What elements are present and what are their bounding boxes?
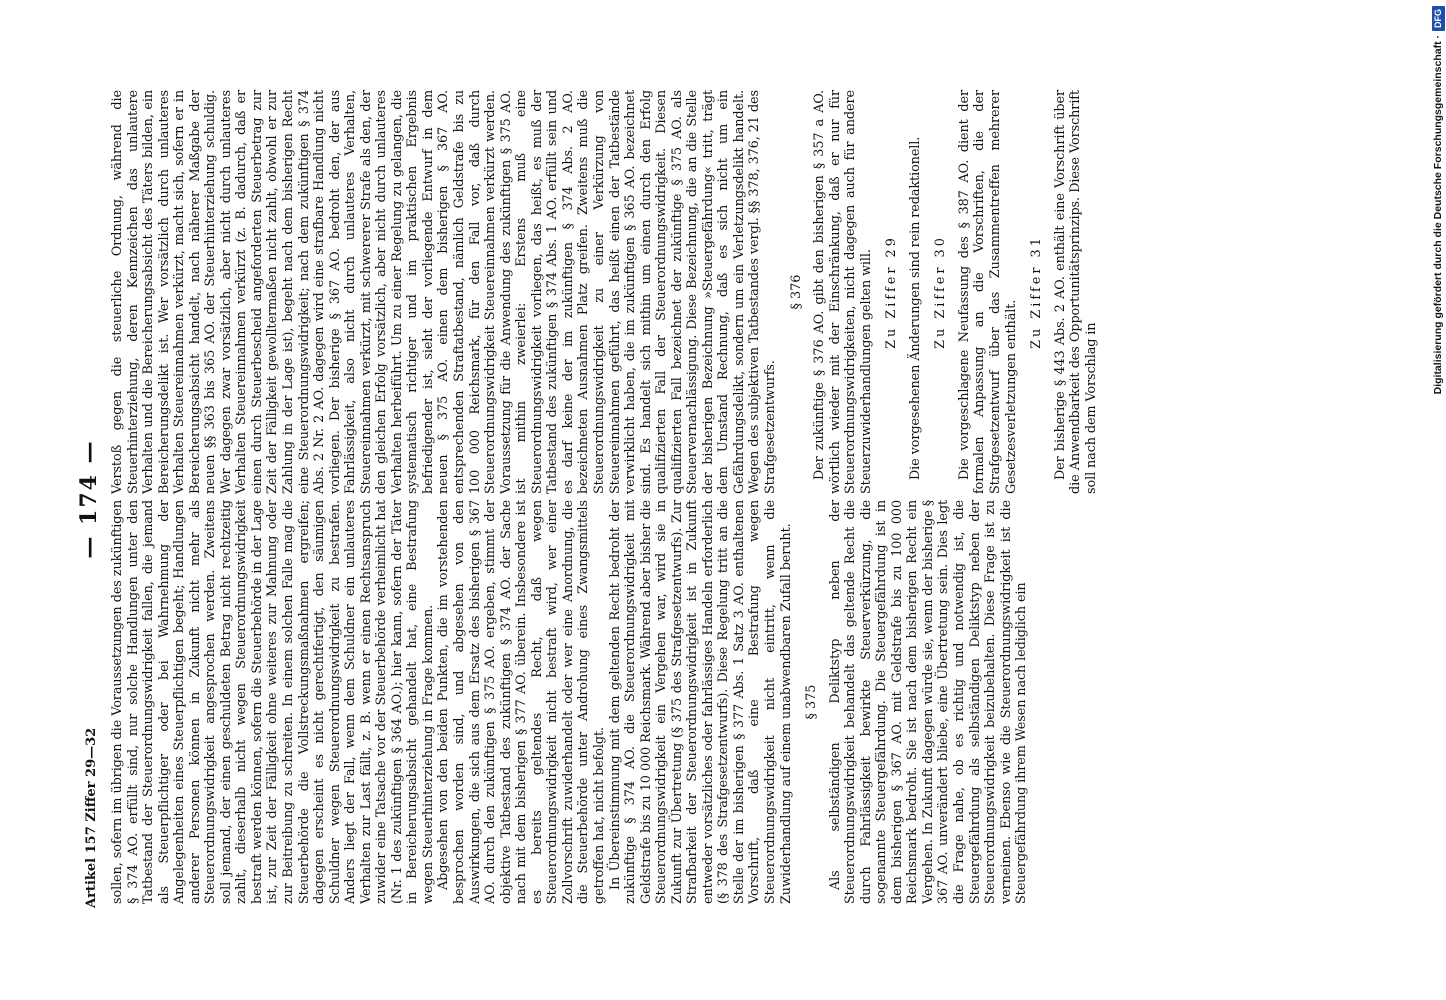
paragraph: In Übereinstimmung mit dem geltenden Recht bedroht der zukünftige § 374 AO. die Steuerordnungswidrigkeit mit Geldstrafe bis zu 10 000 Reichsmark. Während aber bisher die Steuerordnungswidrigkeit ein Vergehen war, wird sie in Zukunft zur Übertretung (§ 375 des Strafgesetzentwurfs). Zur Strafbarkeit der Steuerordnungswidrigkeit ist in Zukunft entweder vorsätzliches oder fahrlässiges Handeln erforderlich (§ 378 des Strafgesetzentwurfs). Diese Regelung tritt an die Stelle der im bisherigen § 377 Abs. 1 Satz 3 AO. enthaltenen Vorschrift, daß eine Bestrafung wegen Steuerordnungswidrigkeit nicht eintritt, wenn die Zuwiderhandlung auf einem unabwendbaren Zufall beruht. bbox=[607, 500, 794, 904]
section-heading: Zu Ziffer 31 bbox=[1029, 235, 1045, 349]
paragraph: Die vorgeschlagene Neufassung des § 387 AO. dient der formalen Anpassung an die Vorschriften, die der Strafgesetzentwurf über das Zusammentreffen mehrerer Gesetzesverletzungen enthält. bbox=[956, 90, 1019, 494]
paragraph: sollen, sofern im übrigen die Voraussetzungen des zukünftigen § 374 AO. erfüllt sind, nur solche Handlungen unter den Tatbestand der Steuerordnungswidrigkeit fallen, die jemand als Steuerpflichtiger oder bei Wahrnehmung der Angelegenheiten eines Steuerpflichtigen begeht; Handlungen anderer Personen können in Zukunft nicht mehr als Steuerordnungswidrigkeit angesprochen werden. Zweitens soll jemand, der einen geschuldeten Betrag nicht rechtzeitig zahlt, dieserhalb nicht wegen Steuerordnungswidrigkeit bestraft werden können, sofern die Steuerbehörde in der Lage ist, zur Zeit der Fälligkeit ohne weiteres zur Mahnung oder zur Beitreibung zu schreiten. In einem solchen Falle mag die Steuerbehörde die Vollstreckungsmaßnahmen ergreifen; dagegen erscheint es nicht gerechtfertigt, den säumigen Schuldner wegen Steuerordnungswidrigkeit zu bestrafen. Anders liegt der Fall, wenn dem Schuldner ein unlauteres Verhalten zur Last fällt, z. B. wenn er einen Rechtsanspruch zuwider eine Tatsache vor der Steuerbehörde verheimlicht hat (Nr. 1 des zukünftigen § 364 AO.); hier kann, sofern der Täter in Bereicherungsabsicht gehandelt hat, eine Bestrafung wegen Steuerhinterziehung in Frage kommen. bbox=[110, 500, 436, 904]
right-column bbox=[110, 90, 1099, 494]
article-reference: Artikel 157 Ziffer 29—32 bbox=[84, 727, 99, 908]
section-heading: Zu Ziffer 29 bbox=[884, 235, 900, 349]
paragraph: Abgesehen von den beiden Punkten, die im vorstehenden besprochen worden sind, und abgesehen von den Auswirkungen, die sich aus dem Ersatz des bisherigen § 367 AO. durch den zukünftigen § 375 AO. ergeben, stimmt der objektive Tatbestand des zukünftigen § 374 AO. der Sache nach mit dem bisherigen § 377 AO. überein. Insbesondere ist es bereits geltendes Recht, daß wegen Steuerordnungswidrigkeit nicht bestraft wird, wer einer Zollvorschrift zuwiderhandelt oder wer eine Anordnung, die die Steuerbehörde unter Androhung eines Zwangsmittels getroffen hat, nicht befolgt. bbox=[436, 500, 607, 904]
dfg-logo: DFG bbox=[1432, 6, 1445, 31]
page-number: — 174 — bbox=[76, 439, 102, 559]
credit-text: Digitalisierung gefördert durch die Deutsche Forschungsgemeinschaft · bbox=[1432, 35, 1444, 395]
page-header bbox=[76, 90, 112, 908]
paragraph: Als selbständigen Deliktstyp neben der Steuerordnungswidrigkeit behandelt das geltende Recht die durch Fahrlässigkeit bewirkte Steuerverkürzung, die sogenannte Steuergefährdung. Die Steuergefährdung ist in dem bisherigen § 367 AO. mit Geldstrafe bis zu 100 000 Reichsmark bedroht. Sie ist nach dem bisherigen Recht ein Vergehen. In Zukunft dagegen würde sie, wenn der bisherige § 367 AO. unverändert bliebe, eine Übertretung sein. Dies legt die Frage nahe, ob es richtig und notwendig ist, die Steuergefährdung als selbständigen Deliktstyp neben der Steuerordnungswidrigkeit beizubehalten. Diese Frage ist zu verneinen. Ebenso wie die Steuerordnungswidrigkeit ist die Steuergefährdung ihrem Wesen nach lediglich ein bbox=[827, 500, 1030, 904]
section-heading: Zu Ziffer 30 bbox=[933, 235, 949, 349]
section-heading: § 375 bbox=[804, 684, 820, 720]
left-column bbox=[110, 500, 1030, 904]
section-heading: § 376 bbox=[788, 274, 804, 310]
paragraph: Der zukünftige § 376 AO. gibt den bisherigen § 357 a AO. wörtlich wieder mit der Einschränkung, daß er nur für Steuerordnungswidrigkeiten, nicht dagegen auch für andere Steuerzuwiderhandlungen gelten will. bbox=[812, 90, 874, 494]
paragraph: Verstoß gegen die steuerliche Ordnung, während die Steuerhinterziehung, deren Kennzeichen das unlautere Verhalten und die Bereicherungsabsicht des Täters bilden, ein Bereicherungsdelikt ist. Wer vorsätzlich durch unlauteres Verhalten Steuereinnahmen verkürzt, macht sich, sofern er in Bereicherungsabsicht handelt, nach näherer Maßgabe der neuen §§ 363 bis 365 AO. der Steuerhinterziehung schuldig. Wer dagegen zwar vorsätzlich, aber nicht durch unlauteres Verhalten Steuereinnahmen verkürzt (z. B. dadurch, daß er einen durch Steuerbescheid angeforderten Steuerbetrag zur Zeit der Fälligkeit gewolltermaßen nicht zahlt, obwohl er zur Zahlung in der Lage ist), begeht nach dem bisherigen Recht eine Steuerordnungswidrigkeit; nach dem zukünftigen § 374 Abs. 2 Nr. 2 AO. dagegen wird eine strafbare Handlung nicht vorliegen. Der bisherige § 367 AO. bedroht den, der aus Fahrlässigkeit, also nicht durch unlauteres Verhalten, Steuereinnahmen verkürzt, mit schwererer Strafe als den, der den gleichen Erfolg vorsätzlich, aber nicht durch unlauteres Verhalten herbeiführt. Um zu einer Regelung zu gelangen, die systematisch richtiger und im praktischen Ergebnis befriedigender ist, sieht der vorliegende Entwurf in dem neuen § 375 AO. einen dem bisherigen § 367 AO. entsprechenden Straftatbestand, nämlich Geldstrafe bis zu 100 000 Reichsmark, für den Fall vor, daß durch Steuerordnungswidrigkeit Steuereinnahmen verkürzt werden. Voraussetzung für die Anwendung des zukünftigen § 375 AO. ist mithin zweierlei: Erstens muß eine Steuerordnungswidrigkeit vorliegen, das heißt, es muß der Tatbestand des zukünftigen § 374 Abs. 1 AO. erfüllt sein und es darf keine der im zukünftigen § 374 Abs. 2 AO. bezeichneten Ausnahmen Platz greifen. Zweitens muß die Steuerordnungswidrigkeit zu einer Verkürzung von Steuereinnahmen geführt, das heißt einen der Tatbestände verwirklicht haben, die im zukünftigen § 365 AO. bezeichnet sind. Es handelt sich mithin um einen durch den Erfolg qualifizierten Fall der Steuerordnungswidrigkeit. Diesen qualifizierten Fall bezeichnet der zukünftige § 375 AO. als Steuervernachlässigung. Diese Bezeichnung, die an die Stelle der bisherigen Bezeichnung »Steuergefährdung« tritt, trägt dem Umstand Rechnung, daß es sich nicht um ein Gefährdungsdelikt, sondern um ein Verletzungsdelikt handelt. Wegen des subjektiven Tatbestandes vergl. §§ 378, 376, 21 des Strafgesetzentwurfs. bbox=[110, 90, 778, 494]
paragraph: Der bisherige § 443 Abs. 2 AO. enthält eine Vorschrift über die Anwendbarkeit des Opportunitätsprinzips. Diese Vorschrift soll nach dem Vorschlag in bbox=[1052, 90, 1099, 494]
paragraph: Die vorgesehenen Änderungen sind rein redaktionell. bbox=[907, 136, 923, 480]
digitization-credit bbox=[1414, 6, 1444, 994]
